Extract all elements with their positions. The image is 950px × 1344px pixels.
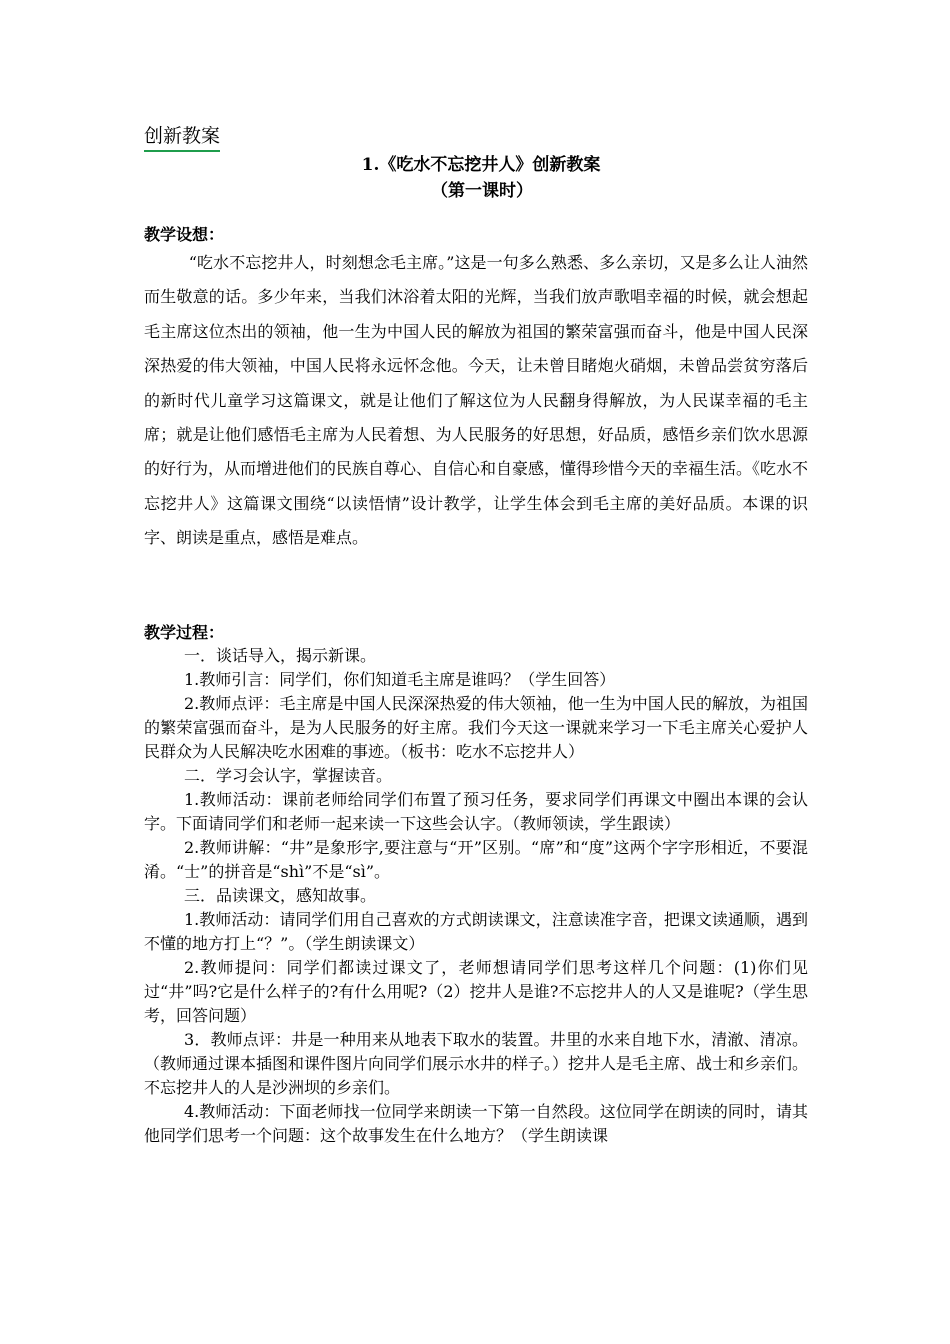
process-paragraph: 1.教师活动：课前老师给同学们布置了预习任务，要求同学们再课文中圈出本课的会认字。下面请同学们和老师一起来读一下这些会认字。（教师领读，学生跟读） — [144, 790, 808, 833]
process-paragraph: 2.教师讲解：“井”是象形字,要注意与“开”区别。“席”和“度”这两个字字形相近，不要混淆。“士”的拼音是“shì”不是“sì”。 — [144, 838, 808, 881]
process-paragraph: 二．学习会认字，掌握读音。 — [184, 766, 393, 785]
process-paragraph: 4.教师活动：下面老师找一位同学来朗读一下第一自然段。这位同学在朗读的同时，请其他同学们思考一个问题：这个故事发生在什么地方？（学生朗读课 — [144, 1102, 808, 1145]
design-section — [144, 246, 808, 556]
document-subtitle: （第一课时） — [431, 181, 533, 201]
header-label: 创新教案 — [144, 123, 220, 152]
process-heading: 教学过程： — [144, 623, 225, 642]
process-section — [144, 644, 808, 1148]
process-paragraph: 三．品读课文，感知故事。 — [184, 886, 377, 905]
document-title: 1.《吃水不忘挖井人》创新教案 — [361, 155, 601, 175]
process-paragraph: 2.教师点评：毛主席是中国人民深深热爱的伟大领袖，他一生为中国人民的解放，为祖国的繁荣富强而奋斗，是为人民服务的好主席。我们今天这一课就来学习一下毛主席关心爱护人民群众为人民解决吃水困难的事迹。（板书：吃水不忘挖井人） — [144, 694, 808, 761]
design-paragraph: “吃水不忘挖井人，时刻想念毛主席。”这是一句多么熟悉、多么亲切，又是多么让人油然而生敬意的话。多少年来，当我们沐浴着太阳的光辉，当我们放声歌唱幸福的时候，就会想起毛主席这位杰出的领袖，他一生为中国人民的解放为祖国的繁荣富强而奋斗，他是中国人民深深热爱的伟大领袖，中国人民将永远怀念他。今天，让未曾目睹炮火硝烟，未曾品尝贫穷落后的新时代儿童学习这篇课文，就是让他们了解这位为人民翻身得解放，为人民谋幸福的毛主席；就是让他们感悟毛主席为人民着想、为人民服务的好思想，好品质，感悟乡亲们饮水思源的好行为，从而增进他们的民族自尊心、自信心和自豪感，懂得珍惜今天的幸福生活。《吃水不忘挖井人》这篇课文围绕“以读悟情”设计教学，让学生体会到毛主席的美好品质。本课的识字、朗读是重点，感悟是难点。 — [144, 253, 809, 548]
process-paragraph: 3．教师点评：井是一种用来从地表下取水的装置。井里的水来自地下水，清澈、清凉。（教师通过课本插图和课件图片向同学们展示水井的样子。）挖井人是毛主席、战士和乡亲们。不忘挖井人的人是沙洲坝的乡亲们。 — [144, 1030, 809, 1097]
design-heading: 教学设想： — [144, 225, 225, 244]
process-paragraph: 1.教师活动：请同学们用自己喜欢的方式朗读课文，注意读准字音，把课文读通顺，遇到不懂的地方打上“？”。（学生朗读课文） — [144, 910, 808, 953]
process-paragraph: 1.教师引言：同学们，你们知道毛主席是谁吗？（学生回答） — [184, 670, 616, 689]
process-paragraph: 一．谈话导入，揭示新课。 — [184, 646, 377, 665]
process-paragraph: 2.教师提问：同学们都读过课文了，老师想请同学们思考这样几个问题：(1)你们见过“井”吗?它是什么样子的?有什么用呢?（2）挖井人是谁?不忘挖井人的人又是谁呢?（学生思考，回答问题） — [144, 958, 808, 1025]
